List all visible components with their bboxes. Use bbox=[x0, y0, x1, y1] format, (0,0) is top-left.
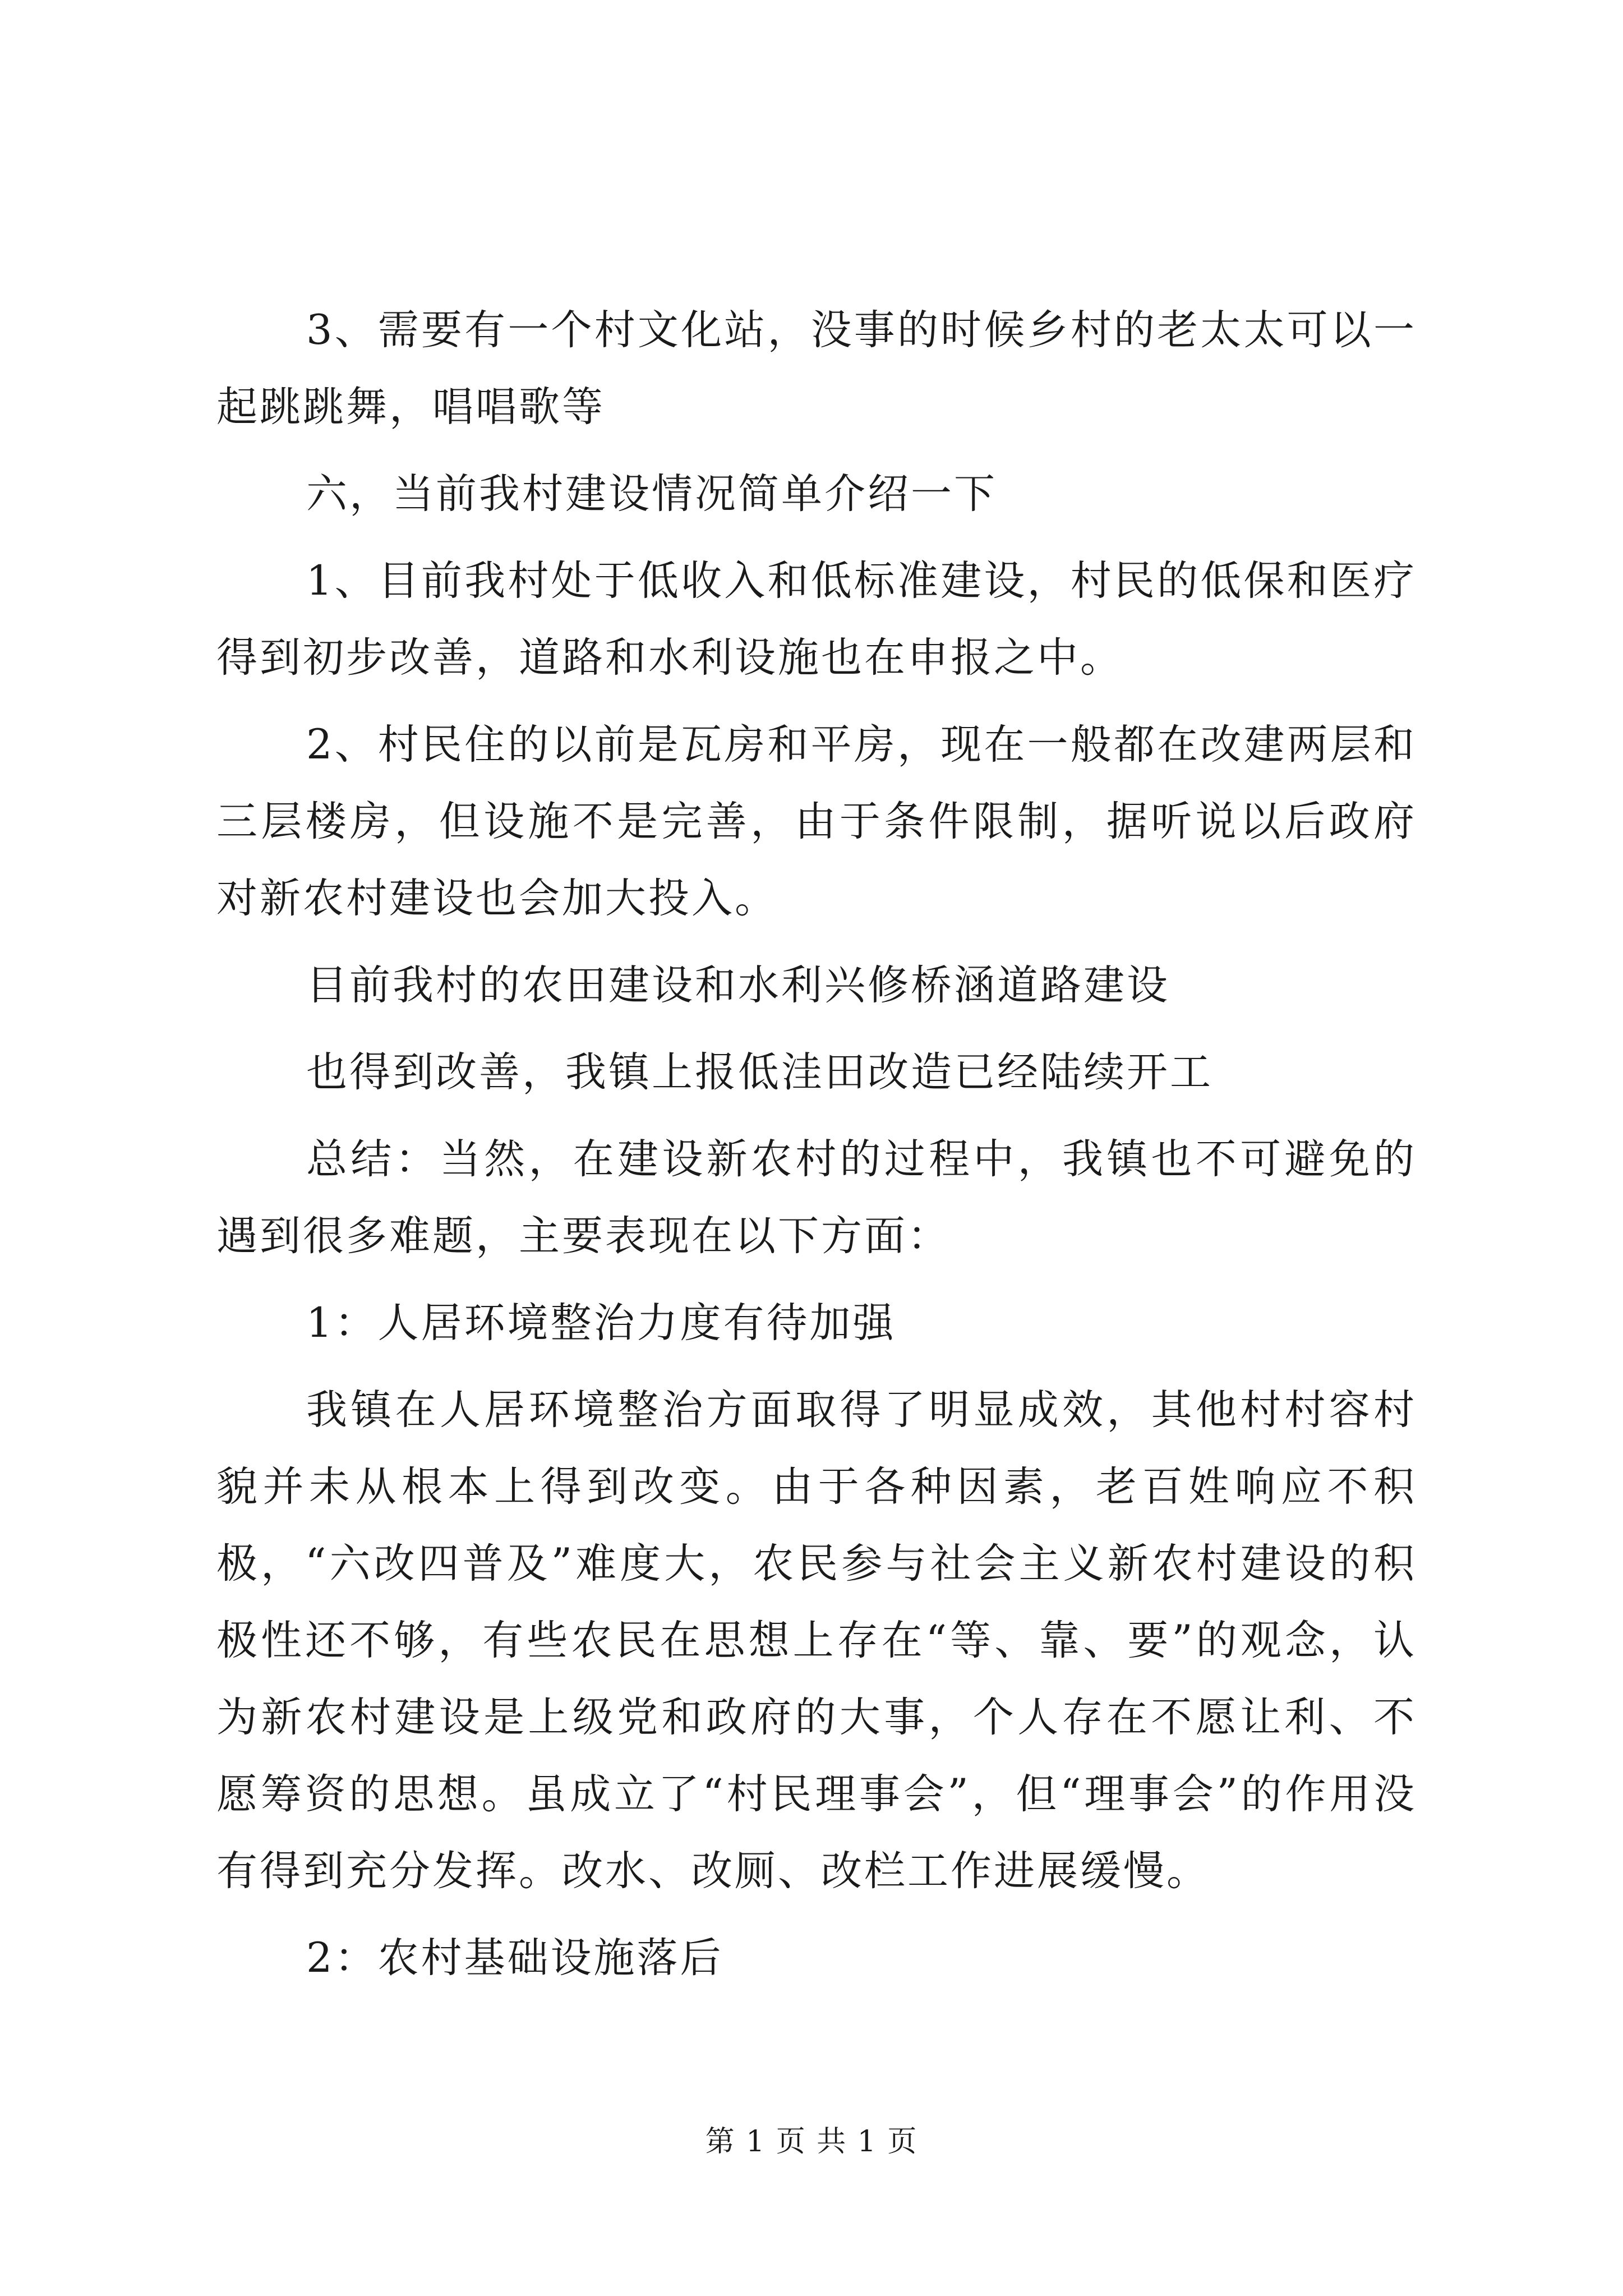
paragraph-culture-station: 3、需要有一个村文化站，没事的时候乡村的老太太可以一起跳跳舞，唱唱歌等 bbox=[216, 306, 1417, 431]
document-body bbox=[216, 292, 1417, 1996]
paragraph-improvement: 也得到改善，我镇上报低洼田改造已经陆续开工 bbox=[306, 1048, 1213, 1096]
page-footer: 第 1 页 共 1 页 bbox=[705, 2125, 918, 2159]
paragraph-housing: 2、村民住的以前是瓦房和平房，现在一般都在改建两层和三层楼房，但设施不是完善，由于条件限制，据听说以后政府对新农村建设也会加大投入。 bbox=[216, 721, 1417, 922]
subheading-environment: 1：人居环境整治力度有待加强 bbox=[306, 1299, 896, 1347]
paragraph-summary: 总结：当然，在建设新农村的过程中，我镇也不可避免的遇到很多难题，主要表现在以下方面： bbox=[216, 1135, 1417, 1260]
paragraph-environment: 我镇在人居环境整治方面取得了明显成效，其他村村容村貌并未从根本上得到改变。由于各种因素，老百姓响应不积极，“六改四普及”难度大，农民参与社会主义新农村建设的积极性还不够，有些农民在思想上存在“等、靠、要”的观念，认为新农村建设是上级党和政府的大事，个人存在不愿让利、不愿筹资的思想。虽成立了“村民理事会”，但“理事会”的作用没有得到充分发挥。改水、改厕、改栏工作进展缓慢。 bbox=[216, 1386, 1417, 1895]
subheading-infrastructure: 2：农村基础设施落后 bbox=[306, 1934, 723, 1982]
paragraph-farmland: 目前我村的农田建设和水利兴修桥涵道路建设 bbox=[306, 961, 1170, 1009]
section-heading-six: 六，当前我村建设情况简单介绍一下 bbox=[306, 470, 997, 518]
paragraph-low-income: 1、目前我村处于低收入和低标准建设，村民的低保和医疗得到初步改善，道路和水利设施也在申报之中。 bbox=[216, 557, 1417, 682]
